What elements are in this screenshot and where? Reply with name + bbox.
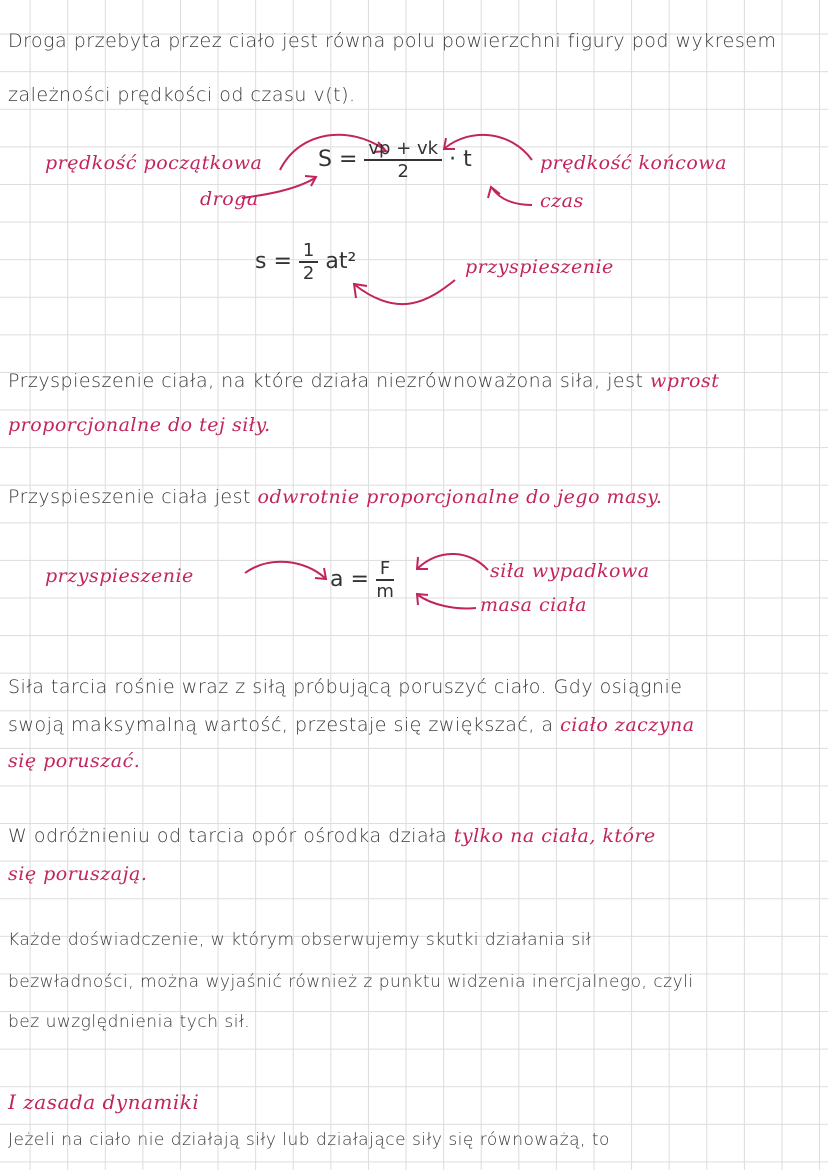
formula-tail: · t [449,147,472,172]
label-initial-velocity: prędkość początkowa [45,152,263,174]
formula-numerator: vp + vk [364,138,442,161]
label-final-velocity: prędkość końcowa [540,152,727,174]
arrow-m [418,595,476,608]
para2 [8,486,662,508]
para1-highlight: wprost [650,370,720,392]
formula-denominator: 2 [397,161,409,182]
formula-distance-acceleration [255,240,356,284]
label-acceleration: przyspieszenie [465,256,614,278]
para5-line2: bezwładności, można wyjaśnić również z punktu widzenia inercjalnego, czyli [8,972,694,992]
section-line1: Jeżeli na ciało nie działają siły lub działające siły się równoważą, to [8,1130,610,1150]
arrow-F [418,554,488,570]
para4-text: W odróżnieniu od tarcia opór ośrodka działa [8,825,448,847]
para3-highlight: ciało zaczyna [560,714,695,736]
arrow-a2 [245,562,325,578]
para3-line2 [8,714,695,736]
formula-denominator: 2 [302,263,315,284]
formula-numerator: 1 [299,240,318,263]
para5-line3: bez uwzględnienia tych sił. [8,1012,251,1032]
para2-highlight: odwrotnie proporcjonalne do jego masy. [257,486,663,508]
formula-distance-velocity [318,138,472,182]
arrow-a [355,280,455,304]
formula-lhs: S = [318,147,358,172]
para1-text: Przyspieszenie ciała, na które działa niezrównoważona siła, jest [8,370,644,392]
formula-lhs: a = [330,567,369,592]
label-distance: droga [200,188,259,210]
para3-line3: się poruszać. [8,750,141,772]
para1-line1 [8,370,719,392]
formula-newton-second [330,558,394,602]
para3-line1: Siła tarcia rośnie wraz z siłą próbującą poruszyć ciało. Gdy osiągnie [8,676,683,698]
para5-line1: Każde doświadczenie, w którym obserwujemy skutki działania sił [8,930,592,950]
para4-line2: się poruszają. [8,863,148,885]
para4-highlight: tylko na ciała, które [453,825,656,847]
section-heading: I zasada dynamiki [8,1090,200,1114]
label-time: czas [540,190,584,212]
para2-text: Przyspieszenie ciała jest [8,486,251,508]
para3-text: swoją maksymalną wartość, przestaje się zwiększać, a [8,714,554,736]
label-acceleration-2: przyspieszenie [45,565,194,587]
arrow-t [492,188,532,205]
para1-line2: proporcjonalne do tej siły. [8,414,271,436]
label-mass: masa ciała [480,594,587,616]
intro-line-1: Droga przebyta przez ciało jest równa polu powierzchni figury pod wykresem [8,30,777,52]
formula-lhs: s = [255,249,292,274]
formula-tail: at² [325,249,357,274]
para4-line1 [8,825,656,847]
formula-denominator: m [376,581,394,602]
label-net-force: siła wypadkowa [490,560,650,582]
formula-numerator: F [376,558,394,581]
intro-line-2: zależności prędkości od czasu v(t). [8,84,356,106]
